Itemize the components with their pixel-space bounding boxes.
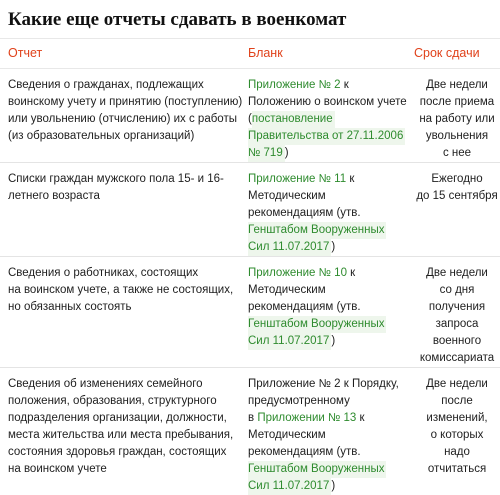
deadline-text-line: после приема — [414, 94, 500, 111]
report-text-line: летнего возраста — [8, 188, 240, 205]
form-text: к — [356, 412, 364, 424]
deadline-text-line: о которых — [414, 427, 500, 444]
form-text: Положению о воинском учете — [248, 94, 410, 111]
deadline-text-line: Две недели — [414, 265, 500, 282]
form-text: рекомендациям (утв. — [248, 299, 410, 316]
deadline-text-line: Две недели — [414, 77, 500, 94]
table-row — [0, 69, 500, 163]
report-cell — [0, 69, 248, 163]
deadline-text-line: комиссариата — [414, 350, 500, 367]
form-text: Методическим — [248, 188, 410, 205]
form-cell — [248, 69, 414, 163]
report-text-line: но обязанных состоять — [8, 299, 240, 316]
report-text-line: положения, образования, структурного — [8, 393, 240, 410]
deadline-text-line: с нее — [414, 145, 500, 162]
deadline-text-line: со дня — [414, 282, 500, 299]
deadline-text-line: после — [414, 393, 500, 410]
regulation-link[interactable]: Генштабом Вооруженных — [248, 222, 386, 239]
report-text-line: состояния здоровья граждан, состоящих — [8, 444, 240, 461]
form-link[interactable]: Приложении № 13 — [257, 412, 356, 424]
report-text-line: на воинском учете, а также не состоящих, — [8, 282, 240, 299]
report-text-line: Списки граждан мужского пола 15- и 16- — [8, 171, 240, 188]
report-cell — [0, 163, 248, 257]
report-text-line: на воинском учете — [8, 461, 240, 478]
form-text: в — [248, 412, 257, 424]
deadline-text-line: на работу или — [414, 111, 500, 128]
regulation-link[interactable]: Сил 11.07.2017 — [248, 333, 331, 350]
deadline-text-line: запроса — [414, 316, 500, 333]
regulation-link[interactable]: Сил 11.07.2017 — [248, 478, 331, 495]
form-link[interactable]: Приложение № 2 — [248, 79, 341, 91]
form-cell — [248, 368, 414, 495]
form-text: Методическим — [248, 427, 410, 444]
form-text: рекомендациям (утв. — [248, 205, 410, 222]
report-text-line: Сведения об изменениях семейного — [8, 376, 240, 393]
deadline-cell — [414, 163, 500, 257]
regulation-link[interactable]: Генштабом Вооруженных — [248, 461, 386, 478]
report-cell — [0, 368, 248, 495]
regulation-link[interactable]: Правительства от 27.11.2006 — [248, 128, 405, 145]
form-text: ) — [331, 480, 335, 492]
form-text: к — [341, 79, 349, 91]
deadline-text-line: Две недели — [414, 376, 500, 393]
deadline-cell — [414, 368, 500, 495]
report-text-line: подразделения организации, должности, — [8, 410, 240, 427]
table-row — [0, 368, 500, 495]
form-text: Приложение № 2 к Порядку, — [248, 376, 410, 393]
form-text: предусмотренному — [248, 393, 410, 410]
form-cell — [248, 163, 414, 257]
deadline-text-line: военного — [414, 333, 500, 350]
report-text-line: места жительства или места пребывания, — [8, 427, 240, 444]
deadline-text-line: до 15 сентября — [414, 188, 500, 205]
column-header-deadline: Срок сдачи — [414, 39, 500, 69]
table-row — [0, 257, 500, 368]
deadline-text-line: получения — [414, 299, 500, 316]
deadline-text-line: увольнения — [414, 128, 500, 145]
report-text-line: Сведения о гражданах, подлежащих — [8, 77, 240, 94]
form-text: ) — [331, 335, 335, 347]
deadline-text-line: Ежегодно — [414, 171, 500, 188]
form-text: к — [347, 267, 355, 279]
form-link[interactable]: Приложение № 11 — [248, 173, 346, 185]
report-text-line: Сведения о работниках, состоящих — [8, 265, 240, 282]
page-title: Какие еще отчеты сдавать в военкомат — [8, 8, 346, 32]
report-text-line: (из образовательных организаций) — [8, 128, 240, 145]
report-text-line: воинскому учету и принятию (поступлению) — [8, 94, 240, 111]
report-text-line: или увольнению (отчислению) их с работы — [8, 111, 240, 128]
table-header-row — [0, 39, 500, 69]
form-text: рекомендациям (утв. — [248, 444, 410, 461]
reports-table — [0, 38, 500, 495]
deadline-text-line: надо — [414, 444, 500, 461]
table-row — [0, 163, 500, 257]
form-text: ( — [248, 113, 252, 125]
deadline-cell — [414, 257, 500, 368]
deadline-text-line: отчитаться — [414, 461, 500, 478]
deadline-cell — [414, 69, 500, 163]
form-link[interactable]: Приложение № 10 — [248, 267, 347, 279]
column-header-form: Бланк — [248, 39, 414, 69]
column-header-report: Отчет — [0, 39, 248, 69]
regulation-link[interactable]: Генштабом Вооруженных — [248, 316, 386, 333]
form-text: ) — [285, 147, 289, 159]
form-cell — [248, 257, 414, 368]
regulation-link[interactable]: Сил 11.07.2017 — [248, 239, 331, 256]
form-text: ) — [331, 241, 335, 253]
form-text: к — [346, 173, 354, 185]
regulation-link[interactable]: постановление — [252, 111, 335, 128]
form-text: Методическим — [248, 282, 410, 299]
regulation-link[interactable]: № 719 — [248, 145, 285, 162]
deadline-text-line: изменений, — [414, 410, 500, 427]
report-cell — [0, 257, 248, 368]
